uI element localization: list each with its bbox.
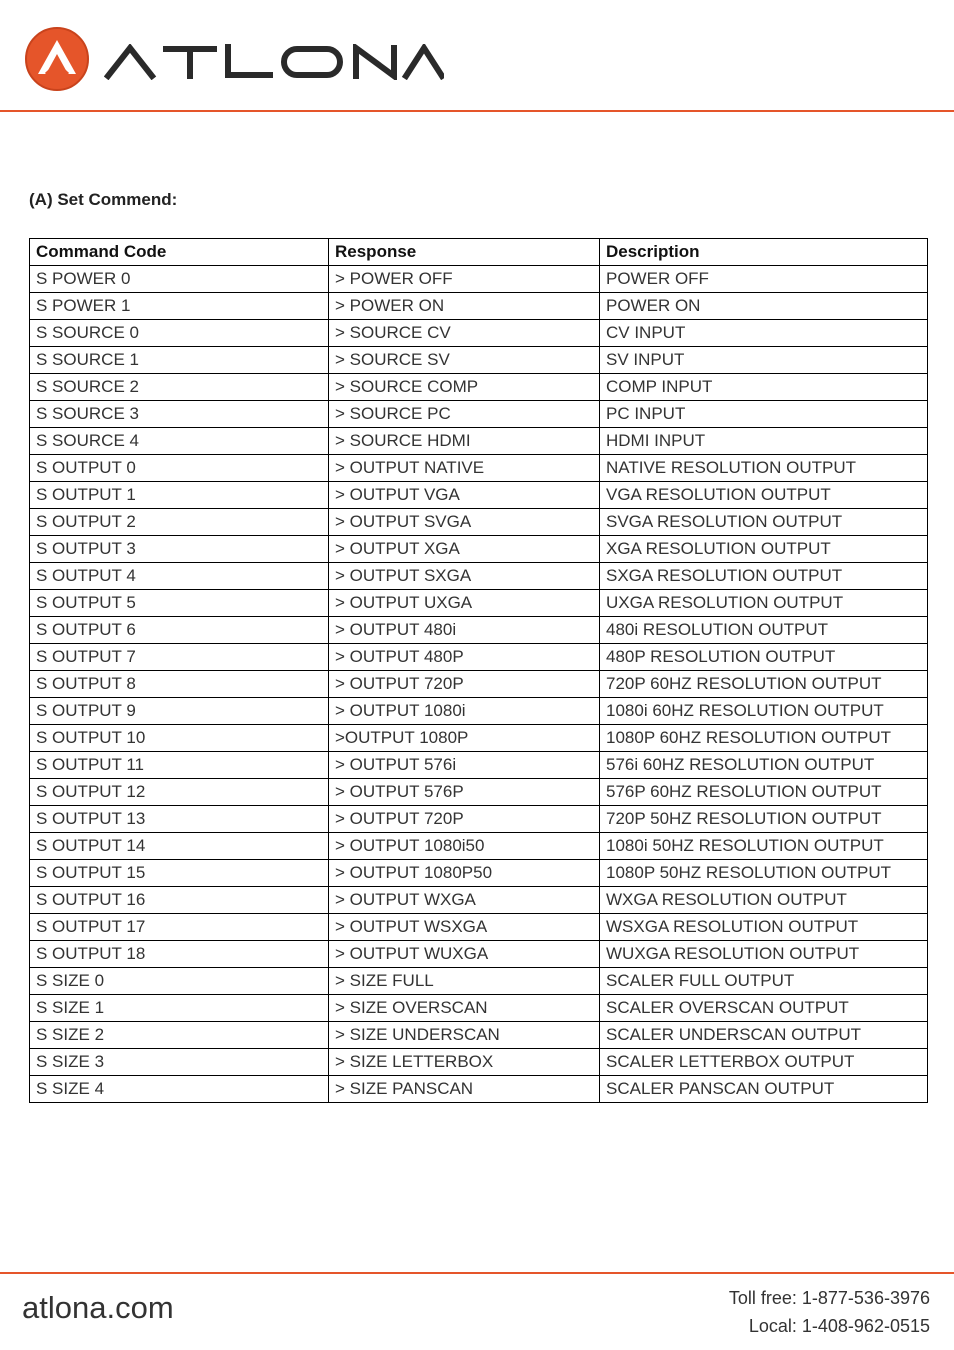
- header-divider: [0, 110, 954, 112]
- command-code-cell: S OUTPUT 16: [30, 887, 329, 914]
- table-row: [30, 860, 928, 887]
- description-cell: 1080i 60HZ RESOLUTION OUTPUT: [600, 698, 928, 725]
- response-cell: > OUTPUT 480P: [329, 644, 600, 671]
- response-cell: > OUTPUT SXGA: [329, 563, 600, 590]
- response-cell: > OUTPUT 1080i: [329, 698, 600, 725]
- table-row: [30, 563, 928, 590]
- page-header: [0, 0, 954, 112]
- description-cell: SCALER LETTERBOX OUTPUT: [600, 1049, 928, 1076]
- command-code-cell: S SIZE 0: [30, 968, 329, 995]
- response-cell: > SOURCE HDMI: [329, 428, 600, 455]
- command-code-cell: S OUTPUT 14: [30, 833, 329, 860]
- description-cell: WSXGA RESOLUTION OUTPUT: [600, 914, 928, 941]
- response-cell: > POWER ON: [329, 293, 600, 320]
- description-cell: CV INPUT: [600, 320, 928, 347]
- command-code-cell: S OUTPUT 17: [30, 914, 329, 941]
- column-header-response: Response: [329, 239, 600, 266]
- description-cell: 480i RESOLUTION OUTPUT: [600, 617, 928, 644]
- table-row: [30, 806, 928, 833]
- command-code-cell: S OUTPUT 10: [30, 725, 329, 752]
- table-row: [30, 590, 928, 617]
- table-row: [30, 266, 928, 293]
- response-cell: > OUTPUT 480i: [329, 617, 600, 644]
- command-code-cell: S OUTPUT 3: [30, 536, 329, 563]
- response-cell: > SOURCE PC: [329, 401, 600, 428]
- command-code-cell: S POWER 0: [30, 266, 329, 293]
- description-cell: 720P 50HZ RESOLUTION OUTPUT: [600, 806, 928, 833]
- command-code-cell: S OUTPUT 5: [30, 590, 329, 617]
- response-cell: > OUTPUT 1080i50: [329, 833, 600, 860]
- description-cell: 576i 60HZ RESOLUTION OUTPUT: [600, 752, 928, 779]
- command-code-cell: S OUTPUT 15: [30, 860, 329, 887]
- description-cell: XGA RESOLUTION OUTPUT: [600, 536, 928, 563]
- response-cell: > OUTPUT NATIVE: [329, 455, 600, 482]
- description-cell: 720P 60HZ RESOLUTION OUTPUT: [600, 671, 928, 698]
- table-row: [30, 779, 928, 806]
- footer-divider: [0, 1272, 954, 1274]
- table-row: [30, 914, 928, 941]
- command-code-cell: S OUTPUT 18: [30, 941, 329, 968]
- command-code-cell: S OUTPUT 8: [30, 671, 329, 698]
- description-cell: SXGA RESOLUTION OUTPUT: [600, 563, 928, 590]
- command-code-cell: S SOURCE 1: [30, 347, 329, 374]
- response-cell: > SIZE UNDERSCAN: [329, 1022, 600, 1049]
- response-cell: > OUTPUT WUXGA: [329, 941, 600, 968]
- description-cell: UXGA RESOLUTION OUTPUT: [600, 590, 928, 617]
- description-cell: POWER OFF: [600, 266, 928, 293]
- table-row: [30, 995, 928, 1022]
- command-code-cell: S OUTPUT 2: [30, 509, 329, 536]
- toll-free-number: Toll free: 1-877-536-3976: [728, 1288, 930, 1308]
- command-code-cell: S OUTPUT 4: [30, 563, 329, 590]
- command-code-cell: S OUTPUT 12: [30, 779, 329, 806]
- footer-contact: [729, 1284, 930, 1340]
- description-cell: VGA RESOLUTION OUTPUT: [600, 482, 928, 509]
- table-row: [30, 1022, 928, 1049]
- local-number: Local: 1-408-962-0515: [748, 1316, 930, 1336]
- response-cell: > OUTPUT 576i: [329, 752, 600, 779]
- table-row: [30, 671, 928, 698]
- command-code-cell: S SIZE 2: [30, 1022, 329, 1049]
- response-cell: > OUTPUT WSXGA: [329, 914, 600, 941]
- table-row: [30, 536, 928, 563]
- table-row: [30, 293, 928, 320]
- response-cell: > OUTPUT UXGA: [329, 590, 600, 617]
- table-row: [30, 1076, 928, 1103]
- command-code-cell: S SOURCE 3: [30, 401, 329, 428]
- table-row: [30, 941, 928, 968]
- column-header-command-code: Command Code: [30, 239, 329, 266]
- description-cell: 576P 60HZ RESOLUTION OUTPUT: [600, 779, 928, 806]
- response-cell: > SIZE PANSCAN: [329, 1076, 600, 1103]
- description-cell: SCALER OVERSCAN OUTPUT: [600, 995, 928, 1022]
- response-cell: > SOURCE SV: [329, 347, 600, 374]
- response-cell: > SOURCE COMP: [329, 374, 600, 401]
- response-cell: > OUTPUT 1080P50: [329, 860, 600, 887]
- description-cell: SCALER FULL OUTPUT: [600, 968, 928, 995]
- table-header-row: [30, 239, 928, 266]
- description-cell: SCALER PANSCAN OUTPUT: [600, 1076, 928, 1103]
- response-cell: > OUTPUT 720P: [329, 671, 600, 698]
- description-cell: COMP INPUT: [600, 374, 928, 401]
- response-cell: > OUTPUT 720P: [329, 806, 600, 833]
- column-header-description: Description: [600, 239, 928, 266]
- description-cell: POWER ON: [600, 293, 928, 320]
- section-title: (A) Set Commend:: [29, 190, 178, 209]
- description-cell: WXGA RESOLUTION OUTPUT: [600, 887, 928, 914]
- atlona-wordmark: [104, 44, 444, 80]
- command-code-cell: S SIZE 1: [30, 995, 329, 1022]
- table-row: [30, 968, 928, 995]
- command-code-cell: S SOURCE 4: [30, 428, 329, 455]
- response-cell: > SIZE OVERSCAN: [329, 995, 600, 1022]
- command-code-cell: S SOURCE 0: [30, 320, 329, 347]
- table-row: [30, 833, 928, 860]
- table-row: [30, 617, 928, 644]
- table-row: [30, 509, 928, 536]
- table-row: [30, 725, 928, 752]
- description-cell: SV INPUT: [600, 347, 928, 374]
- description-cell: SVGA RESOLUTION OUTPUT: [600, 509, 928, 536]
- response-cell: > SIZE LETTERBOX: [329, 1049, 600, 1076]
- command-table: [29, 238, 928, 1103]
- command-code-cell: S SIZE 3: [30, 1049, 329, 1076]
- description-cell: 1080i 50HZ RESOLUTION OUTPUT: [600, 833, 928, 860]
- description-cell: HDMI INPUT: [600, 428, 928, 455]
- command-code-cell: S OUTPUT 0: [30, 455, 329, 482]
- command-code-cell: S OUTPUT 7: [30, 644, 329, 671]
- response-cell: > POWER OFF: [329, 266, 600, 293]
- response-cell: > OUTPUT 576P: [329, 779, 600, 806]
- table-row: [30, 1049, 928, 1076]
- command-code-cell: S OUTPUT 6: [30, 617, 329, 644]
- table-row: [30, 428, 928, 455]
- table-row: [30, 752, 928, 779]
- table-row: [30, 320, 928, 347]
- table-row: [30, 401, 928, 428]
- command-code-cell: S OUTPUT 13: [30, 806, 329, 833]
- response-cell: > OUTPUT SVGA: [329, 509, 600, 536]
- table-row: [30, 374, 928, 401]
- response-cell: > SOURCE CV: [329, 320, 600, 347]
- description-cell: 1080P 60HZ RESOLUTION OUTPUT: [600, 725, 928, 752]
- atlona-arch-logo-icon: [24, 26, 90, 92]
- command-code-cell: S OUTPUT 1: [30, 482, 329, 509]
- table-row: [30, 482, 928, 509]
- response-cell: > OUTPUT WXGA: [329, 887, 600, 914]
- description-cell: 1080P 50HZ RESOLUTION OUTPUT: [600, 860, 928, 887]
- command-code-cell: S OUTPUT 11: [30, 752, 329, 779]
- response-cell: > SIZE FULL: [329, 968, 600, 995]
- description-cell: 480P RESOLUTION OUTPUT: [600, 644, 928, 671]
- command-code-cell: S SIZE 4: [30, 1076, 329, 1103]
- description-cell: PC INPUT: [600, 401, 928, 428]
- table-row: [30, 455, 928, 482]
- table-row: [30, 887, 928, 914]
- response-cell: >OUTPUT 1080P: [329, 725, 600, 752]
- command-code-cell: S OUTPUT 9: [30, 698, 329, 725]
- description-cell: NATIVE RESOLUTION OUTPUT: [600, 455, 928, 482]
- description-cell: WUXGA RESOLUTION OUTPUT: [600, 941, 928, 968]
- footer-website: atlona.com: [22, 1290, 174, 1325]
- command-code-cell: S SOURCE 2: [30, 374, 329, 401]
- table-row: [30, 644, 928, 671]
- table-row: [30, 347, 928, 374]
- response-cell: > OUTPUT VGA: [329, 482, 600, 509]
- response-cell: > OUTPUT XGA: [329, 536, 600, 563]
- description-cell: SCALER UNDERSCAN OUTPUT: [600, 1022, 928, 1049]
- command-code-cell: S POWER 1: [30, 293, 329, 320]
- table-row: [30, 698, 928, 725]
